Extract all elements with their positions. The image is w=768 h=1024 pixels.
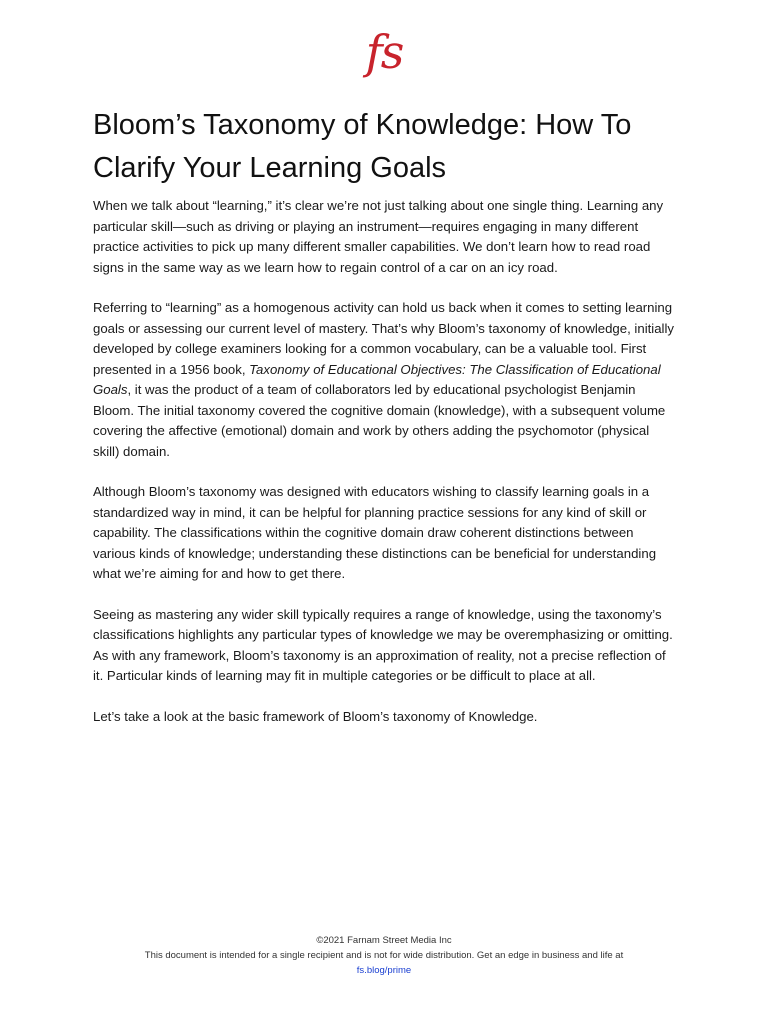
paragraph-3: Although Bloom’s taxonomy was designed with educators wishing to classify learning goals in a standardized way in mind, it can be helpful for planning practice sessions for any kind of skill or capability. The classifications within the cognitive domain draw coherent distinctions between various kinds of knowledge; understanding these distinctions can be beneficial for understanding what we’re aiming for and how to get there. <box>93 484 657 581</box>
footer-link[interactable]: fs.blog/prime <box>356 965 412 976</box>
page-title: Bloom’s Taxonomy of Knowledge: How To Clarify Your Learning Goals <box>93 109 632 184</box>
fs-logo: fs <box>365 25 403 79</box>
article-body <box>93 196 679 747</box>
footer-notice: This document is intended for a single recipient and is not for wide distribution. Get an edge in business and life at <box>144 950 624 961</box>
paragraph-2 <box>93 298 679 462</box>
paragraph-2-text-end: , it was the product of a team of collaborators led by educational psychologist Benjamin Bloom. The initial taxonomy covered the cognitive domain (knowledge), with a subsequent volume covering the affective (emotional) domain and work by others adding the psychomotor (physical skill) domain. <box>93 382 666 459</box>
paragraph-4: Seeing as mastering any wider skill typically requires a range of knowledge, using the taxonomy’s classifications highlights any particular types of knowledge we may be overemphasizing or omitting. As with any framework, Bloom’s taxonomy is an approximation of reality, not a precise reflection of it. Particular kinds of learning may fit in multiple categories or be difficult to place at all. <box>93 606 673 683</box>
paragraph-2-text-start: Referring to “learning” as a homogenous activity can hold us back when it comes to setting learning goals or assessing our current level of mastery. That’s why Bloom’s taxonomy of knowledge, initially developed by college examiners looking for a common vocabulary, can be a valuable tool. First presented in a 1956 book, <box>93 300 675 377</box>
paragraph-1: When we talk about “learning,” it’s clear we’re not just talking about one single thing. Learning any particular skill—such as driving or playing an instrument—requires engaging in many different practice activities to pick up many different smaller capabilities. We don’t learn how to read road signs in the same way as we learn how to regain control of a car on an icy road. <box>93 198 664 275</box>
footer-copyright: ©2021 Farnam Street Media Inc <box>316 935 452 946</box>
book-title-italic: Taxonomy of Educational Objectives: The Classification of Educational Goals <box>93 361 661 397</box>
paragraph-5: Let’s take a look at the basic framework of Bloom’s taxonomy of Knowledge. <box>93 708 538 724</box>
page-footer <box>0 933 768 978</box>
